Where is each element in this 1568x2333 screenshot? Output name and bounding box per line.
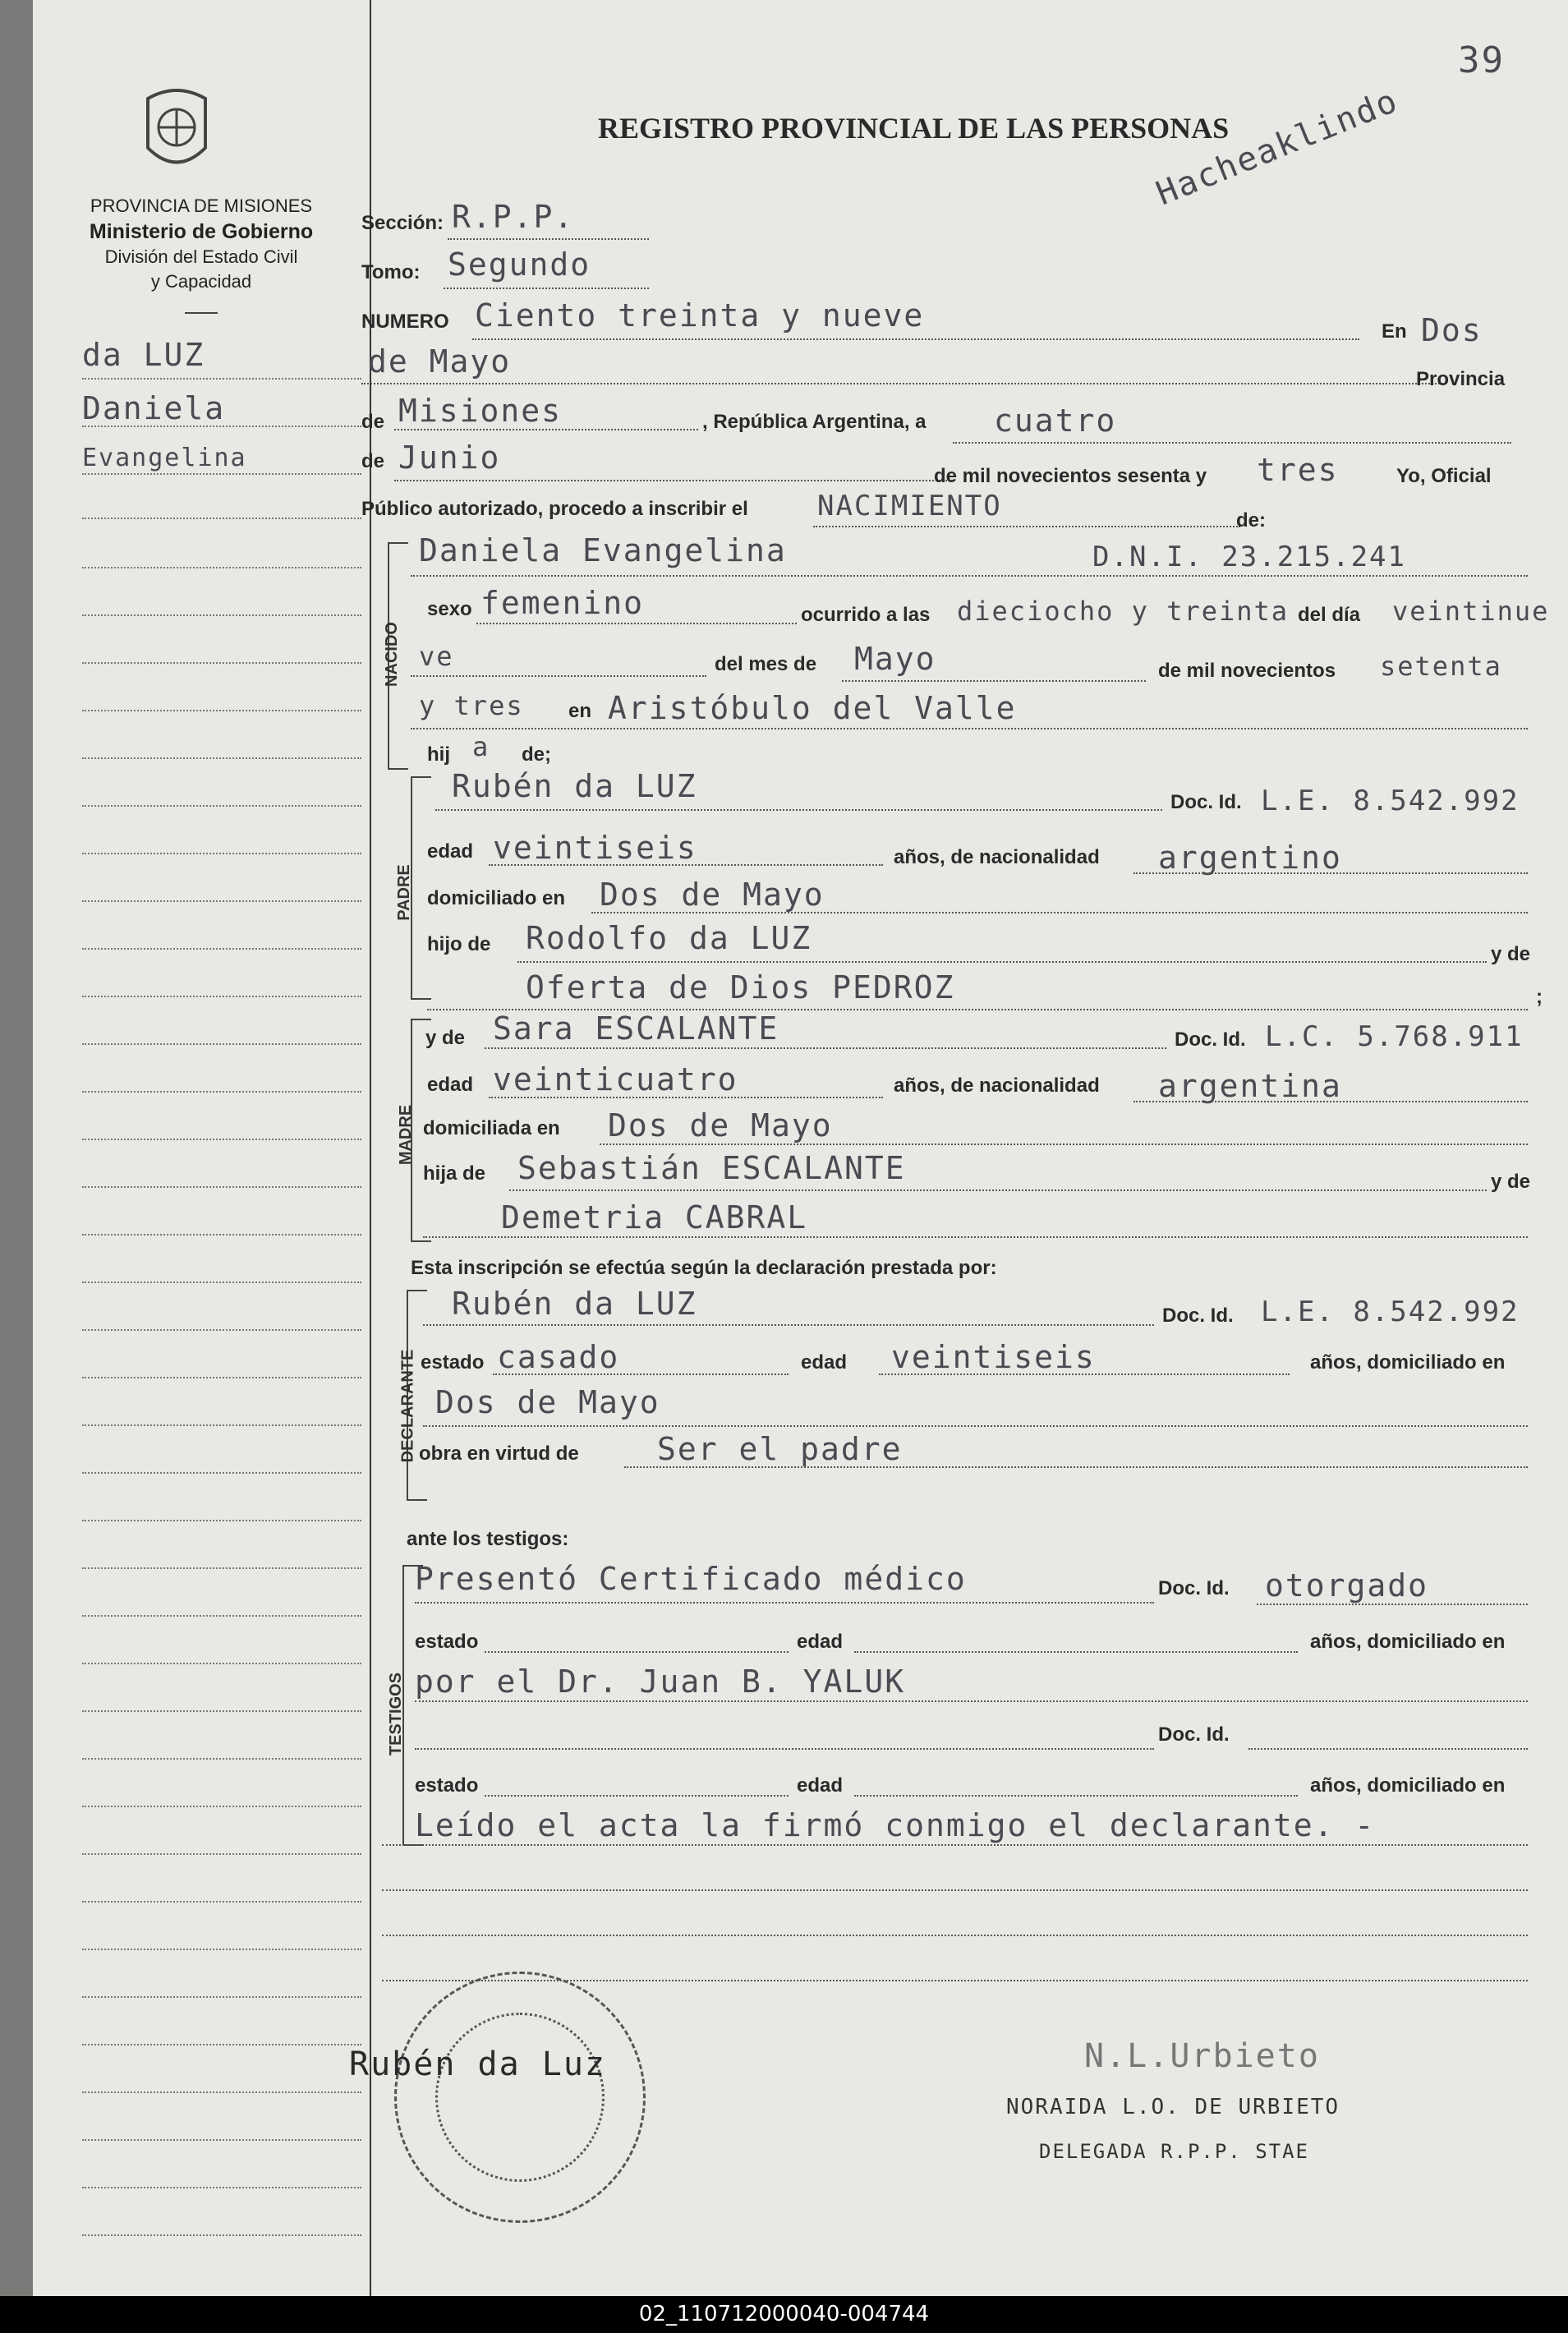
division-label: División del Estado Civil [104,246,298,267]
madre-dom-value: Dos de Mayo [608,1107,833,1143]
testigos-linea2: por el Dr. Juan B. YALUK [415,1663,906,1700]
declarante-doc-value: L.E. 8.542.992 [1261,1295,1520,1328]
padre-y-de: y de [1491,943,1531,965]
header-signature: Hacheaklindo [1151,81,1404,214]
lugar-value: Aristóbulo del Valle [608,690,1017,726]
padre-nac-label: años, de nacionalidad [894,846,1100,868]
anio-label: de mil novecientos sesenta y [934,465,1207,487]
nacido-dni: D.N.I. 23.215.241 [1092,541,1406,573]
hij-label: hij [427,743,450,766]
declarante-firma: Rubén da Luz [349,2045,606,2083]
nacido-nombre: Daniela Evangelina [419,532,787,568]
document-page [33,0,1568,2296]
testigos-intro: ante los testigos: [407,1528,569,1550]
left-margin-column [33,0,371,2296]
en-label: En [1382,320,1407,343]
madre-nac-value: argentina [1158,1068,1342,1104]
nacido-anio-value-2: y tres [419,690,524,721]
ocurrido-label: ocurrido a las [801,604,931,626]
declarante-intro: Esta inscripción se efectúa según la declaración prestada por: [411,1257,997,1279]
oficial-firma: N.L.Urbieto [1084,2037,1320,2075]
oficial-cargo: DELEGADA R.P.P. STAE [1039,2140,1309,2163]
declarante-obra-label: obra en virtud de [419,1443,579,1465]
numero-value: Ciento treinta y nueve [475,297,925,334]
de-label: de [361,411,385,433]
hij-value: a [472,731,490,762]
coat-of-arms-icon [140,82,214,181]
divider [185,312,218,314]
padre-dom-value: Dos de Mayo [600,877,825,913]
provincia-label: Provincia [1416,368,1506,390]
ministry-label: Ministerio de Gobierno [89,220,314,243]
publico-label: Público autorizado, procedo a inscribir el [361,498,748,520]
seccion-value: R.P.P. [452,199,575,235]
declarante-estado-label: estado [421,1351,485,1374]
padre-edad-value: veintiseis [493,830,697,866]
testigos-linea1: Presentó Certificado médico [415,1561,967,1597]
declarante-dom-value: Dos de Mayo [435,1384,660,1420]
nacido-section-label: NACIDO [382,622,401,687]
document-title: REGISTRO PROVINCIAL DE LAS PERSONAS [598,112,1230,145]
testigos-linea3: Leído el acta la firmó conmigo el declarante. - [415,1807,1376,1843]
madre-nac-label: años, de nacionalidad [894,1074,1100,1097]
padre-madre-value: Oferta de Dios PEDROZ [526,969,955,1005]
nacido-dia-value: veintinue [1392,596,1550,627]
mil-label: de mil novecientos [1158,660,1336,682]
nacido-dia-value-2: ve [419,641,454,672]
nacido-anio-value: setenta [1380,651,1502,682]
declarante-edad-value: veintiseis [891,1339,1096,1375]
padre-edad-label: edad [427,840,474,863]
numero-label: NUMERO [361,311,449,333]
padre-doc-value: L.E. 8.542.992 [1261,785,1520,817]
hora-value: dieciocho y treinta [957,596,1290,627]
tomo-value: Segundo [448,246,591,283]
declarante-obra-value: Ser el padre [657,1431,903,1467]
padre-nac-value: argentino [1158,840,1342,876]
sexo-label: sexo [427,598,472,620]
margin-given-name-2: Evangelina [82,444,247,472]
hij-de-label: de; [522,743,551,766]
padre-section-label: PADRE [394,864,413,921]
oficial-label: Yo, Oficial [1396,465,1492,487]
madre-doc-value: L.C. 5.768.911 [1265,1020,1524,1053]
mes-value: Junio [398,439,501,476]
en-value-2: de Mayo [368,343,512,380]
padre-semicolon: ; [1536,986,1543,1008]
declarante-estado-value: casado [497,1339,620,1375]
madre-hija-label: hija de [423,1162,486,1185]
testigos-doc-label-2: Doc. Id. [1158,1723,1230,1746]
madre-nombre: Sara ESCALANTE [493,1010,779,1047]
testigos-dom-label-2: años, domiciliado en [1310,1774,1506,1797]
declarante-dom-label: años, domiciliado en [1310,1351,1506,1374]
madre-section-label: MADRE [397,1104,416,1166]
madre-madre-value: Demetria CABRAL [501,1199,808,1236]
acto-value: NACIMIENTO [817,490,1002,522]
de-label-2: de [361,450,385,472]
madre-edad-label: edad [427,1074,474,1096]
madre-doc-label: Doc. Id. [1175,1028,1246,1051]
declarante-nombre: Rubén da LUZ [452,1286,697,1322]
dia-value: cuatro [994,403,1117,439]
madre-hija-value: Sebastián ESCALANTE [517,1150,906,1186]
margin-surname: da LUZ [82,337,205,373]
padre-nombre: Rubén da LUZ [452,768,697,804]
testigos-edad-label-2: edad [797,1774,844,1797]
del-mes-label: del mes de [715,653,817,675]
page-number: 39 [1458,39,1505,81]
testigos-edad-label: edad [797,1631,844,1653]
provincia-value: Misiones [398,393,563,429]
anio-value: tres [1257,452,1339,488]
testigos-doc-label: Doc. Id. [1158,1577,1230,1599]
seccion-label: Sección: [361,212,444,234]
testigos-dom-label: años, domiciliado en [1310,1631,1506,1653]
en-lugar-label: en [568,700,592,722]
testigos-doc-value: otorgado [1265,1567,1429,1604]
declarante-section-label: DECLARANTE [398,1349,417,1463]
oficial-nombre: NORAIDA L.O. DE URBIETO [1006,2095,1340,2119]
padre-hijo-value: Rodolfo da LUZ [526,920,812,956]
en-value: Dos [1421,312,1483,348]
testigos-estado-label: estado [415,1631,479,1653]
testigos-estado-label-2: estado [415,1774,479,1797]
tomo-label: Tomo: [361,261,421,283]
province-label: PROVINCIA DE MISIONES [90,196,313,216]
capacity-label: y Capacidad [150,271,252,292]
padre-hijo-label: hijo de [427,933,491,955]
declarante-edad-label: edad [801,1351,848,1374]
image-id-footer: 02_110712000040-004744 [0,2296,1568,2333]
padre-dom-label: domiciliado en [427,887,566,909]
sexo-value: femenino [481,585,645,621]
padre-doc-label: Doc. Id. [1170,791,1242,813]
testigos-section-label: TESTIGOS [387,1672,406,1756]
republica-label: , República Argentina, a [702,411,927,433]
del-dia-label: del día [1298,604,1361,626]
declarante-doc-label: Doc. Id. [1162,1305,1234,1327]
margin-given-name-1: Daniela [82,390,226,426]
madre-y-de: y de [1491,1171,1531,1193]
nacido-mes-value: Mayo [854,641,936,677]
madre-edad-value: veinticuatro [493,1061,738,1097]
de-colon: de: [1236,509,1266,531]
madre-y-de-label: y de [425,1027,466,1049]
madre-dom-label: domiciliada en [423,1117,560,1139]
